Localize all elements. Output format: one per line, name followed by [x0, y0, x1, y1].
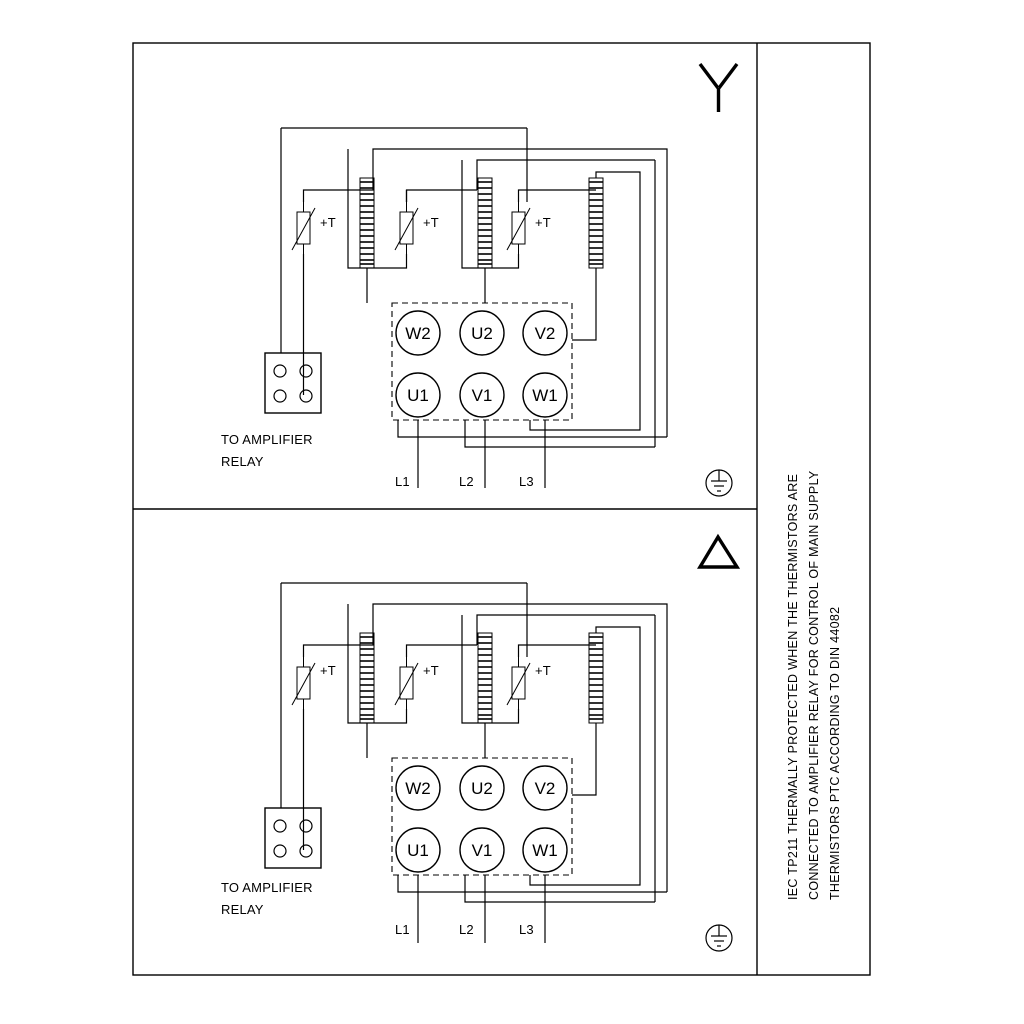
note-line-2: CONNECTED TO AMPLIFIER RELAY FOR CONTROL OF MAIN SUPPLY: [807, 470, 821, 900]
supply-line-label-l2: L2: [459, 922, 474, 937]
terminal-W1: [523, 828, 567, 872]
supply-line-label-l3: L3: [519, 474, 534, 489]
thermistor-3: [507, 202, 530, 254]
svg-text:V1: V1: [471, 841, 493, 860]
earth-icon: [706, 470, 732, 496]
note-line-3: THERMISTORS PTC ACCORDING TO DIN 44082: [828, 606, 842, 900]
svg-text:W2: W2: [405, 779, 431, 798]
thermistor-2: [395, 202, 418, 254]
wye-icon: [700, 64, 737, 112]
thermistor-3: [507, 657, 530, 709]
wiring-delta: [281, 583, 667, 943]
terminal-U2: [460, 311, 504, 355]
winding-w: [360, 178, 374, 268]
terminal-W2: [396, 311, 440, 355]
svg-text:V1: V1: [471, 386, 493, 405]
winding-w: [360, 633, 374, 723]
winding-u: [478, 178, 492, 268]
terminal-V2: [523, 311, 567, 355]
terminal-V2: [523, 766, 567, 810]
terminal-U1: [396, 828, 440, 872]
amplifier-relay-label-line2: RELAY: [221, 902, 264, 917]
thermistor-label-1: +T: [320, 663, 336, 678]
supply-line-label-l1: L1: [395, 922, 410, 937]
svg-text:V2: V2: [534, 779, 556, 798]
terminal-U1: [396, 373, 440, 417]
wiring-star: [281, 128, 667, 488]
svg-text:U1: U1: [407, 841, 429, 860]
thermistor-label-3: +T: [535, 215, 551, 230]
svg-text:U1: U1: [407, 386, 429, 405]
winding-u: [478, 633, 492, 723]
panel-star: [265, 64, 737, 496]
terminal-V1: [460, 373, 504, 417]
thermistor-2: [395, 657, 418, 709]
amplifier-relay-label-line1: TO AMPLIFIER: [221, 880, 313, 895]
frame-border: [133, 43, 870, 975]
note-line-1: IEC TP211 THERMALLY PROTECTED WHEN THE THERMISTORS ARE: [786, 473, 800, 900]
thermistor-label-2: +T: [423, 663, 439, 678]
supply-line-label-l2: L2: [459, 474, 474, 489]
svg-text:V2: V2: [534, 324, 556, 343]
svg-text:W1: W1: [532, 386, 558, 405]
thermistor-label-1: +T: [320, 215, 336, 230]
svg-text:W2: W2: [405, 324, 431, 343]
amplifier-relay-label-line1: TO AMPLIFIER: [221, 432, 313, 447]
supply-line-label-l1: L1: [395, 474, 410, 489]
terminal-V1: [460, 828, 504, 872]
amplifier-connector-block: [265, 808, 321, 868]
amplifier-relay-label-line2: RELAY: [221, 454, 264, 469]
amplifier-connector-block: [265, 353, 321, 413]
thermistor-1: [292, 657, 315, 709]
earth-icon: [706, 925, 732, 951]
terminal-W2: [396, 766, 440, 810]
terminal-W1: [523, 373, 567, 417]
svg-text:U2: U2: [471, 779, 493, 798]
winding-v: [589, 178, 603, 268]
thermistor-label-3: +T: [535, 663, 551, 678]
thermistor-1: [292, 202, 315, 254]
winding-v: [589, 633, 603, 723]
delta-icon: [700, 537, 737, 567]
panel-delta: [265, 537, 737, 951]
terminal-U2: [460, 766, 504, 810]
svg-text:W1: W1: [532, 841, 558, 860]
supply-line-label-l3: L3: [519, 922, 534, 937]
thermistor-label-2: +T: [423, 215, 439, 230]
svg-text:U2: U2: [471, 324, 493, 343]
